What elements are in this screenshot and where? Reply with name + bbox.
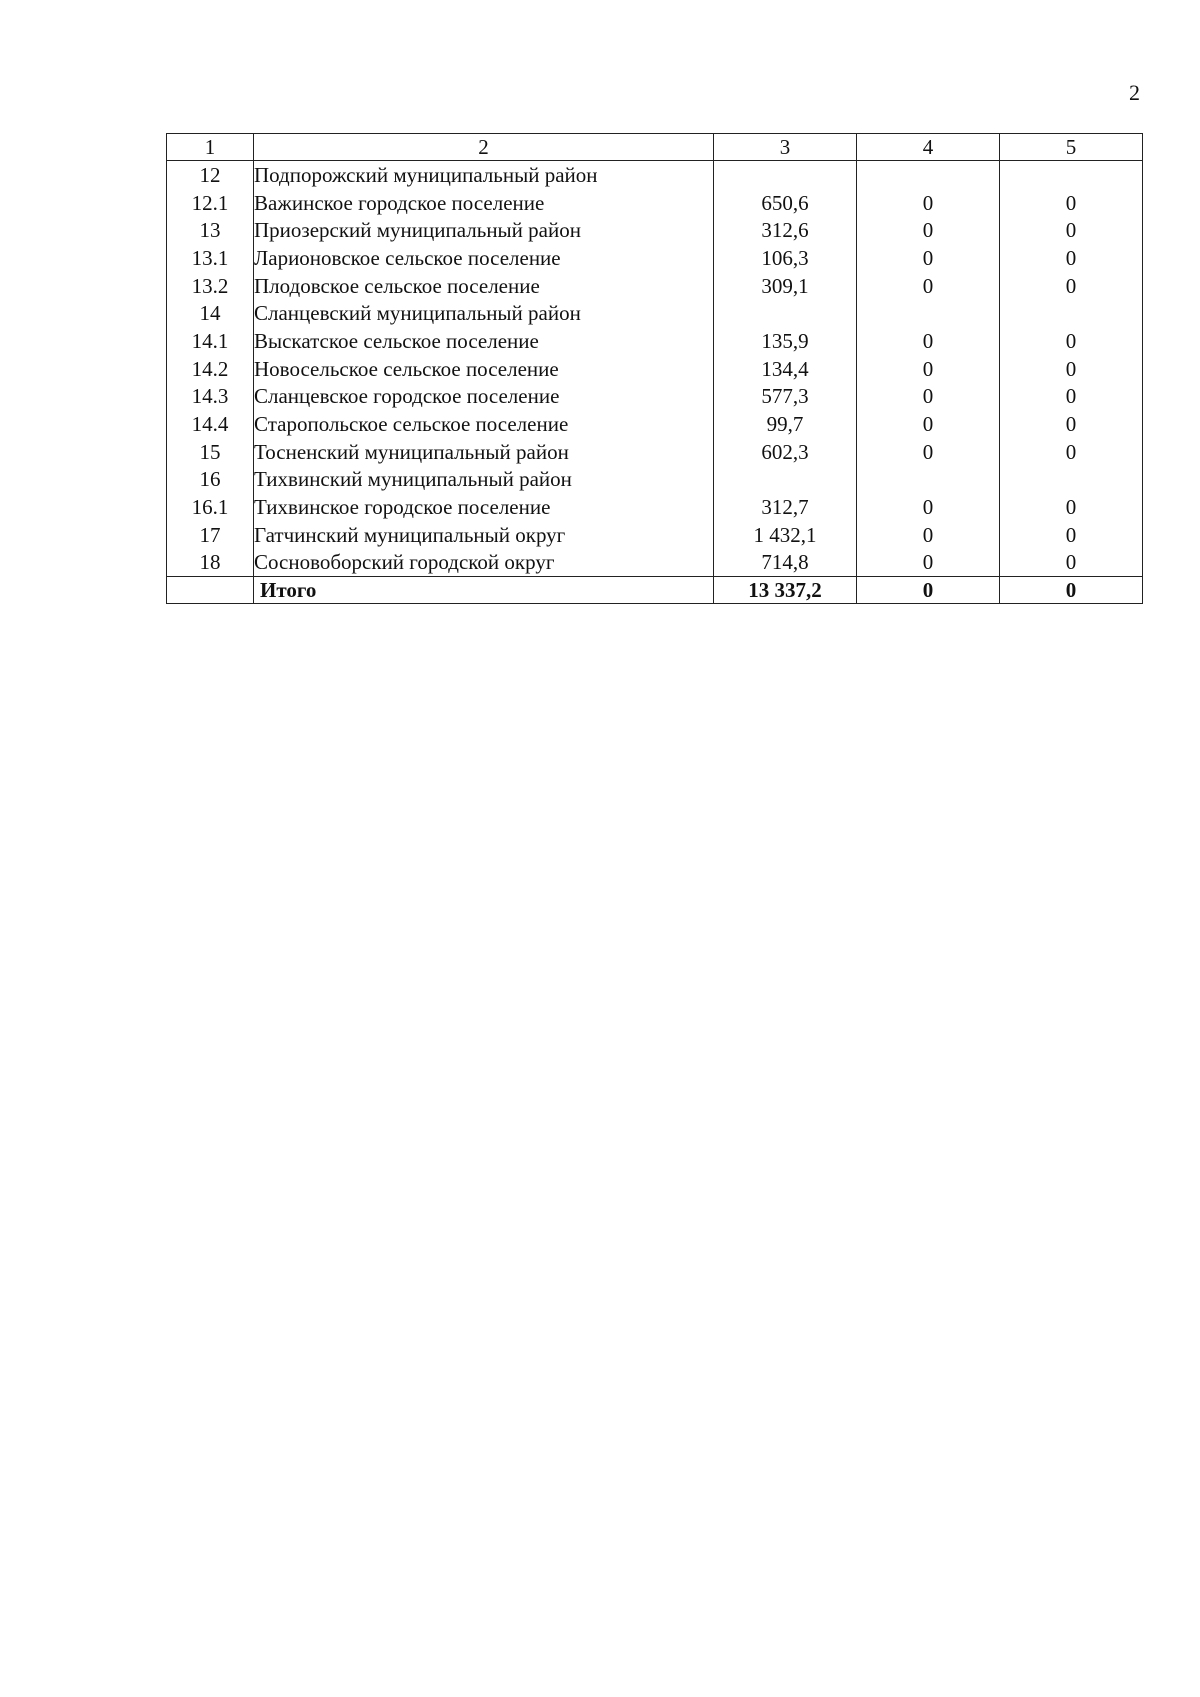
table-row [167,493,1143,521]
row-col-4: 0 [857,493,1000,521]
row-name: Старопольское сельское поселение [254,410,714,438]
row-col-4: 0 [857,383,1000,411]
row-name: Подпорожский муниципальный район [254,161,714,189]
total-num [167,577,254,604]
table-header [167,134,1143,161]
row-col-3: 577,3 [714,383,857,411]
row-col-5: 0 [1000,383,1143,411]
row-number: 15 [167,438,254,466]
header-col-2: 2 [254,134,714,161]
row-col-3 [714,161,857,189]
row-col-5: 0 [1000,410,1143,438]
row-col-4: 0 [857,216,1000,244]
row-name: Сланцевский муниципальный район [254,299,714,327]
row-name: Тосненский муниципальный район [254,438,714,466]
row-number: 16 [167,466,254,494]
table-row [167,383,1143,411]
row-name: Важинское городское поселение [254,189,714,217]
row-col-4: 0 [857,355,1000,383]
row-col-5: 0 [1000,355,1143,383]
row-name: Плодовское сельское поселение [254,272,714,300]
total-col-4: 0 [857,577,1000,604]
row-col-3: 99,7 [714,410,857,438]
row-col-5: 0 [1000,216,1143,244]
row-col-5 [1000,299,1143,327]
row-name: Сланцевское городское поселение [254,383,714,411]
row-number: 16.1 [167,493,254,521]
row-number: 13.2 [167,272,254,300]
row-name: Тихвинский муниципальный район [254,466,714,494]
table-row [167,216,1143,244]
row-col-5 [1000,161,1143,189]
table-row [167,355,1143,383]
header-col-5: 5 [1000,134,1143,161]
row-col-3: 650,6 [714,189,857,217]
row-col-3: 135,9 [714,327,857,355]
total-label: Итого [254,577,714,604]
table-row [167,244,1143,272]
header-col-1: 1 [167,134,254,161]
table-row [167,549,1143,577]
row-col-4: 0 [857,521,1000,549]
row-col-3 [714,299,857,327]
header-col-4: 4 [857,134,1000,161]
row-col-5: 0 [1000,272,1143,300]
row-number: 13 [167,216,254,244]
row-col-3: 312,6 [714,216,857,244]
row-name: Новосельское сельское поселение [254,355,714,383]
row-number: 13.1 [167,244,254,272]
row-col-4: 0 [857,272,1000,300]
total-col-5: 0 [1000,577,1143,604]
row-col-4 [857,161,1000,189]
total-row [167,577,1143,604]
table-footer [167,577,1143,604]
row-col-4 [857,299,1000,327]
row-number: 18 [167,549,254,577]
row-col-5: 0 [1000,521,1143,549]
table-body [167,161,1143,577]
row-col-4: 0 [857,438,1000,466]
row-number: 12 [167,161,254,189]
row-name: Приозерский муниципальный район [254,216,714,244]
table-row [167,438,1143,466]
table-row [167,410,1143,438]
row-number: 14.1 [167,327,254,355]
row-col-5: 0 [1000,189,1143,217]
row-number: 14.4 [167,410,254,438]
row-col-3: 134,4 [714,355,857,383]
row-col-3: 1 432,1 [714,521,857,549]
row-col-5: 0 [1000,493,1143,521]
row-number: 12.1 [167,189,254,217]
total-col-3: 13 337,2 [714,577,857,604]
row-name: Тихвинское городское поселение [254,493,714,521]
row-number: 14.2 [167,355,254,383]
table-row [167,327,1143,355]
row-col-3: 312,7 [714,493,857,521]
page-number: 2 [1129,80,1140,105]
row-col-3: 602,3 [714,438,857,466]
row-col-3: 309,1 [714,272,857,300]
table-row [167,299,1143,327]
row-col-4: 0 [857,410,1000,438]
row-name: Гатчинский муниципальный округ [254,521,714,549]
row-col-3: 106,3 [714,244,857,272]
row-name: Выскатское сельское поселение [254,327,714,355]
row-col-4: 0 [857,189,1000,217]
row-col-5: 0 [1000,438,1143,466]
row-number: 17 [167,521,254,549]
row-col-3: 714,8 [714,549,857,577]
row-col-4: 0 [857,549,1000,577]
row-name: Сосновоборский городской округ [254,549,714,577]
row-name: Ларионовское сельское поселение [254,244,714,272]
row-col-5 [1000,466,1143,494]
table-row [167,272,1143,300]
row-number: 14 [167,299,254,327]
row-col-4: 0 [857,244,1000,272]
allocation-table [166,133,1143,604]
row-col-5: 0 [1000,549,1143,577]
row-number: 14.3 [167,383,254,411]
row-col-5: 0 [1000,327,1143,355]
row-col-5: 0 [1000,244,1143,272]
table-row [167,161,1143,189]
table-row [167,521,1143,549]
row-col-4 [857,466,1000,494]
header-col-3: 3 [714,134,857,161]
row-col-3 [714,466,857,494]
row-col-4: 0 [857,327,1000,355]
header-row [167,134,1143,161]
table-row [167,466,1143,494]
table-row [167,189,1143,217]
